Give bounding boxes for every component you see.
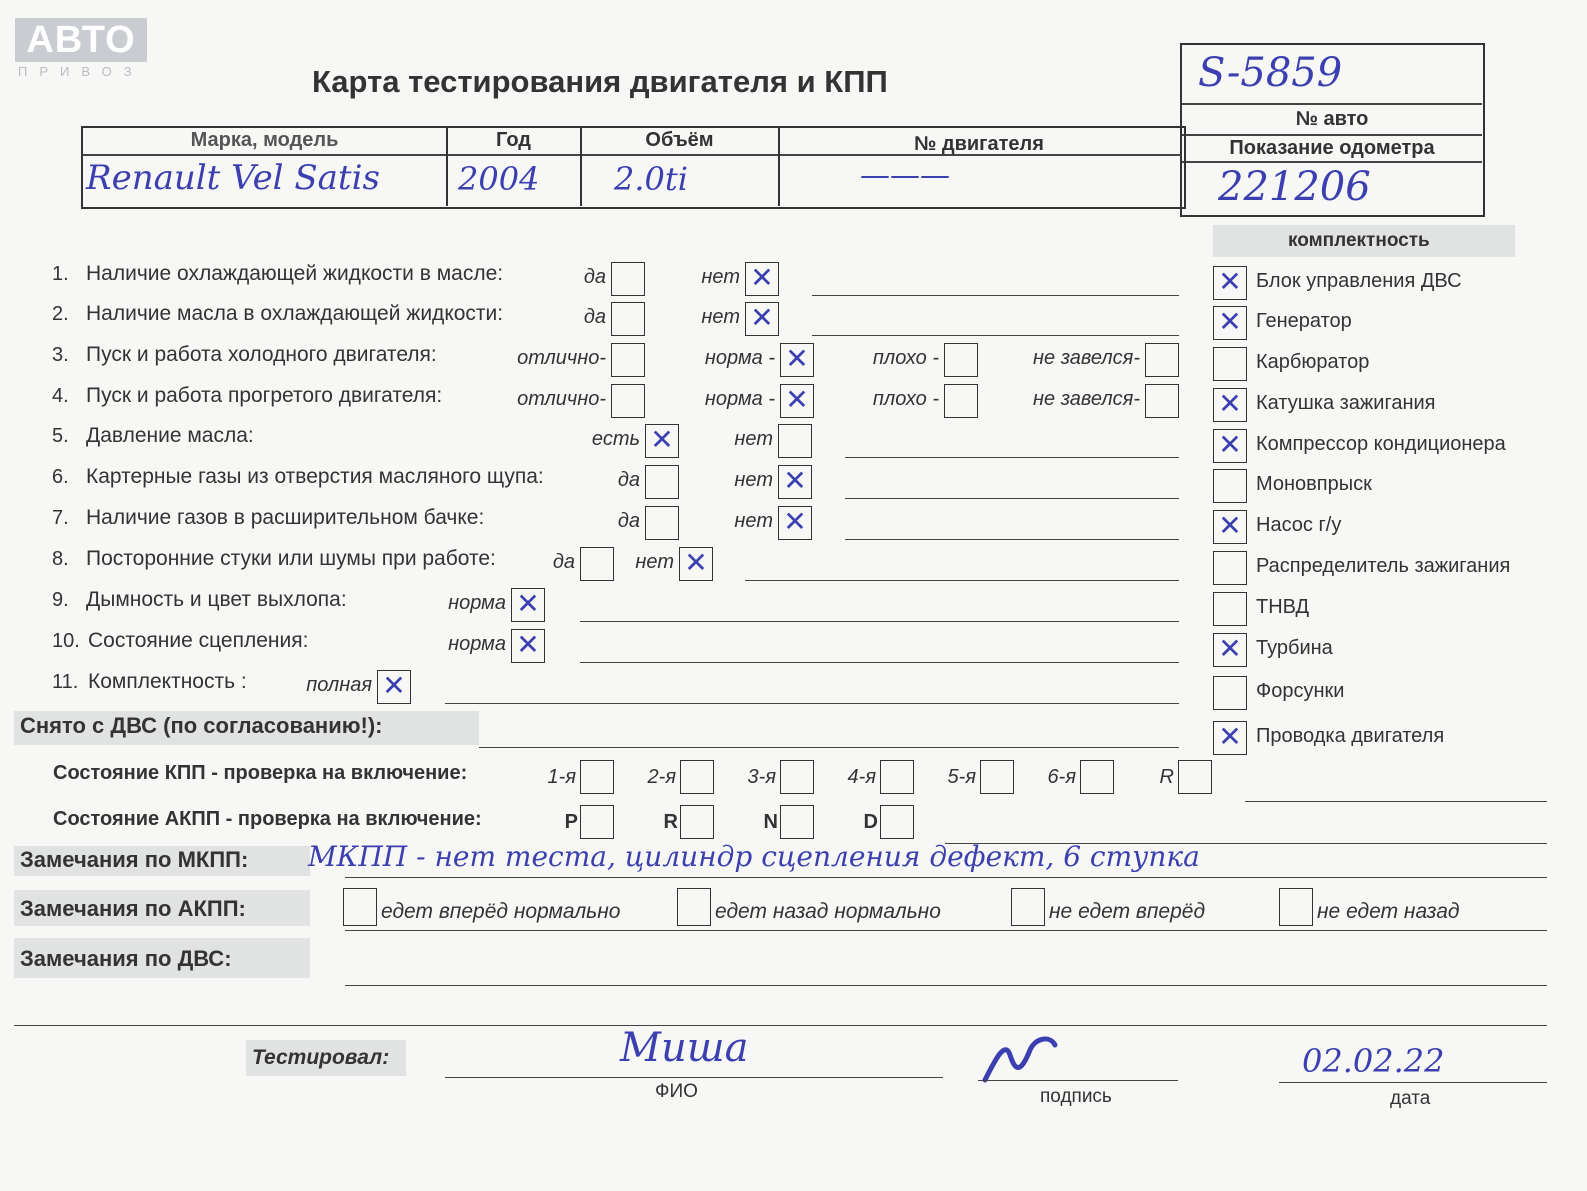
- row-notes-line: [580, 662, 1179, 663]
- akpp-remark-label: не едет назад: [1317, 900, 1460, 923]
- logo: [15, 18, 147, 62]
- auto-number-label: № авто: [1295, 108, 1369, 130]
- option-label: плохо -: [872, 388, 939, 410]
- completeness-checkbox[interactable]: [1213, 721, 1247, 755]
- completeness-checkbox[interactable]: [1213, 266, 1247, 300]
- option-label: да: [617, 469, 640, 491]
- option-checkbox[interactable]: [778, 424, 812, 458]
- row-number: 6.: [52, 466, 69, 488]
- row-label: Наличие масла в охлаждающей жидкости:: [86, 302, 504, 325]
- akpp-mode-checkbox[interactable]: [680, 805, 714, 839]
- row-notes-line: [580, 621, 1179, 622]
- option-checkbox[interactable]: [645, 506, 679, 540]
- engine-number-header: № двигателя: [914, 133, 1044, 155]
- date-caption: дата: [1390, 1088, 1431, 1109]
- completeness-item-label: ТНВД: [1256, 596, 1310, 618]
- akpp-mode-label: R: [663, 811, 678, 833]
- option-label: да: [583, 306, 606, 328]
- option-label: плохо -: [872, 347, 939, 369]
- option-label: норма -: [704, 388, 775, 410]
- option-checkbox[interactable]: [745, 262, 779, 296]
- option-label: есть: [591, 428, 640, 450]
- completeness-item-label: Генератор: [1256, 310, 1352, 332]
- gear-label: 6-я: [1047, 766, 1076, 788]
- option-checkbox[interactable]: [377, 670, 411, 704]
- name-caption: ФИО: [655, 1081, 698, 1102]
- row-label: Пуск и работа холодного двигателя:: [86, 343, 437, 366]
- gear-checkbox[interactable]: [1080, 760, 1114, 794]
- row-label: Комплектность :: [88, 670, 247, 693]
- card-number: S-5859: [1198, 50, 1343, 96]
- option-checkbox[interactable]: [745, 302, 779, 336]
- option-label: отлично-: [517, 347, 606, 369]
- row-number: 3.: [52, 344, 69, 366]
- option-checkbox[interactable]: [780, 343, 814, 377]
- logo-subtitle: ПРИВОЗ: [18, 64, 144, 79]
- odometer-label: Показание одометра: [1229, 137, 1435, 159]
- option-label: норма -: [704, 347, 775, 369]
- option-label: нет: [734, 469, 773, 491]
- completeness-checkbox[interactable]: [1213, 633, 1247, 667]
- gear-label: 2-я: [647, 766, 676, 788]
- date-value: 02.02.22: [1302, 1042, 1445, 1080]
- completeness-item-label: Катушка зажигания: [1256, 392, 1436, 414]
- row-label: Дымность и цвет выхлопа:: [86, 588, 347, 611]
- row-label: Давление масла:: [86, 424, 254, 447]
- akpp-mode-label: D: [863, 811, 878, 833]
- year-value: 2004: [458, 160, 540, 198]
- completeness-checkbox[interactable]: [1213, 306, 1247, 340]
- gear-checkbox[interactable]: [880, 760, 914, 794]
- row-number: 2.: [52, 303, 69, 325]
- engine-number-value: ———: [860, 158, 950, 193]
- row-number: 1.: [52, 263, 69, 285]
- completeness-checkbox[interactable]: [1213, 429, 1247, 463]
- option-checkbox[interactable]: [580, 547, 614, 581]
- completeness-item-label: Компрессор кондиционера: [1256, 433, 1506, 455]
- volume-value: 2.0ti: [614, 160, 688, 198]
- row-notes-line: [812, 295, 1179, 296]
- completeness-checkbox[interactable]: [1213, 510, 1247, 544]
- row-label: Состояние сцепления:: [88, 629, 309, 652]
- kpp-label: Состояние КПП - проверка на включение:: [53, 762, 468, 784]
- option-checkbox[interactable]: [611, 262, 645, 296]
- signature-caption: подпись: [1040, 1086, 1112, 1107]
- remarks-akpp-label: Замечания по АКПП:: [20, 896, 246, 921]
- make-model-header: Марка, модель: [190, 129, 339, 151]
- option-checkbox[interactable]: [611, 343, 645, 377]
- gear-label: 3-я: [747, 766, 776, 788]
- completeness-item-label: Проводка двигателя: [1256, 725, 1445, 747]
- page-title: Карта тестирования двигателя и КПП: [312, 64, 888, 99]
- akpp-remark-label: едет вперёд нормально: [381, 900, 621, 923]
- completeness-checkbox[interactable]: [1213, 388, 1247, 422]
- completeness-item-label: Форсунки: [1256, 680, 1345, 702]
- option-label: отлично-: [517, 388, 606, 410]
- akpp-remark-checkbox[interactable]: [1279, 888, 1313, 926]
- completeness-item-label: Распределитель зажигания: [1256, 555, 1511, 577]
- akpp-mode-checkbox[interactable]: [780, 805, 814, 839]
- akpp-remark-checkbox[interactable]: [343, 888, 377, 926]
- option-label: да: [617, 510, 640, 532]
- tester-name-value: Миша: [620, 1025, 749, 1071]
- option-checkbox[interactable]: [611, 302, 645, 336]
- completeness-checkbox[interactable]: [1213, 347, 1247, 381]
- make-model-value: Renault Vel Satis: [86, 158, 380, 198]
- gear-checkbox[interactable]: [680, 760, 714, 794]
- option-checkbox[interactable]: [780, 384, 814, 418]
- akpp-remark-label: не едет вперёд: [1049, 900, 1206, 923]
- akpp-label: Состояние АКПП - проверка на включение:: [53, 808, 482, 830]
- akpp-remark-checkbox[interactable]: [677, 888, 711, 926]
- option-label: нет: [734, 428, 773, 450]
- option-label: норма: [448, 592, 506, 614]
- option-checkbox[interactable]: [611, 384, 645, 418]
- option-checkbox[interactable]: [778, 465, 812, 499]
- row-label: Наличие газов в расширительном бачке:: [86, 506, 485, 529]
- option-label: нет: [734, 510, 773, 532]
- akpp-mode-label: N: [763, 811, 778, 833]
- row-label: Картерные газы из отверстия масляного щупа:: [86, 465, 544, 488]
- completeness-checkbox[interactable]: [1213, 676, 1247, 710]
- row-number: 9.: [52, 589, 69, 611]
- row-notes-line: [812, 335, 1179, 336]
- option-checkbox[interactable]: [1145, 384, 1179, 418]
- option-label: полная: [306, 674, 372, 696]
- gear-checkbox[interactable]: [980, 760, 1014, 794]
- row-notes-line: [845, 539, 1179, 540]
- akpp-remark-checkbox[interactable]: [1011, 888, 1045, 926]
- option-label: нет: [701, 266, 740, 288]
- row-number: 8.: [52, 548, 69, 570]
- option-checkbox[interactable]: [511, 629, 545, 663]
- row-number: 5.: [52, 425, 69, 447]
- completeness-title: комплектность: [1288, 230, 1430, 251]
- completeness-checkbox[interactable]: [1213, 469, 1247, 503]
- completeness-item-label: Турбина: [1256, 637, 1333, 659]
- option-label: нет: [635, 551, 674, 573]
- option-checkbox[interactable]: [645, 424, 679, 458]
- row-label: Посторонние стуки или шумы при работе:: [86, 547, 496, 570]
- option-checkbox[interactable]: [511, 588, 545, 622]
- option-label: нет: [701, 306, 740, 328]
- remarks-dvs-label: Замечания по ДВС:: [20, 946, 232, 971]
- option-label: не завелся-: [1033, 388, 1140, 410]
- gear-label: 5-я: [947, 766, 976, 788]
- gear-checkbox[interactable]: [1178, 760, 1212, 794]
- gear-label: 4-я: [847, 766, 876, 788]
- completeness-item-label: Насос г/у: [1256, 514, 1342, 536]
- akpp-mode-checkbox[interactable]: [880, 805, 914, 839]
- gear-label: R: [1159, 766, 1174, 788]
- option-checkbox[interactable]: [778, 506, 812, 540]
- option-checkbox[interactable]: [645, 465, 679, 499]
- row-label: Наличие охлаждающей жидкости в масле:: [86, 262, 504, 285]
- option-checkbox[interactable]: [1145, 343, 1179, 377]
- gear-label: 1-я: [547, 766, 576, 788]
- gear-checkbox[interactable]: [580, 760, 614, 794]
- row-number: 10.: [52, 630, 80, 652]
- akpp-remark-label: едет назад нормально: [715, 900, 941, 923]
- completeness-item-label: Моновпрыск: [1256, 473, 1372, 495]
- akpp-mode-label: P: [564, 811, 578, 833]
- remarks-mkpp-value: МКПП - нет теста, цилиндр сцепления дефект, 6 ступка: [308, 840, 1200, 873]
- row-notes-line: [445, 703, 1179, 704]
- row-number: 4.: [52, 385, 69, 407]
- completeness-checkbox[interactable]: [1213, 551, 1247, 585]
- row-number: 7.: [52, 507, 69, 529]
- row-label: Пуск и работа прогретого двигателя:: [86, 384, 443, 407]
- remarks-mkpp-label: Замечания по МКПП:: [20, 847, 249, 872]
- option-checkbox[interactable]: [944, 384, 978, 418]
- logo-text: АВТО: [26, 19, 136, 61]
- option-label: норма: [448, 633, 506, 655]
- completeness-item-label: Блок управления ДВС: [1256, 270, 1462, 292]
- akpp-mode-checkbox[interactable]: [580, 805, 614, 839]
- option-checkbox[interactable]: [944, 343, 978, 377]
- option-label: не завелся-: [1033, 347, 1140, 369]
- signature-mark: [980, 1030, 1060, 1090]
- odometer-value: 221206: [1218, 164, 1371, 210]
- removed-label: Снято с ДВС (по согласованию!):: [20, 713, 383, 738]
- volume-header: Объём: [645, 129, 714, 151]
- gear-checkbox[interactable]: [780, 760, 814, 794]
- row-number: 11.: [52, 671, 79, 693]
- completeness-item-label: Карбюратор: [1256, 351, 1370, 373]
- option-label: да: [552, 551, 575, 573]
- row-notes-line: [845, 498, 1179, 499]
- option-checkbox[interactable]: [679, 547, 713, 581]
- year-header: Год: [496, 129, 531, 151]
- tested-label: Тестировал:: [252, 1046, 390, 1069]
- completeness-checkbox[interactable]: [1213, 592, 1247, 626]
- option-label: да: [583, 266, 606, 288]
- row-notes-line: [845, 457, 1179, 458]
- row-notes-line: [745, 580, 1179, 581]
